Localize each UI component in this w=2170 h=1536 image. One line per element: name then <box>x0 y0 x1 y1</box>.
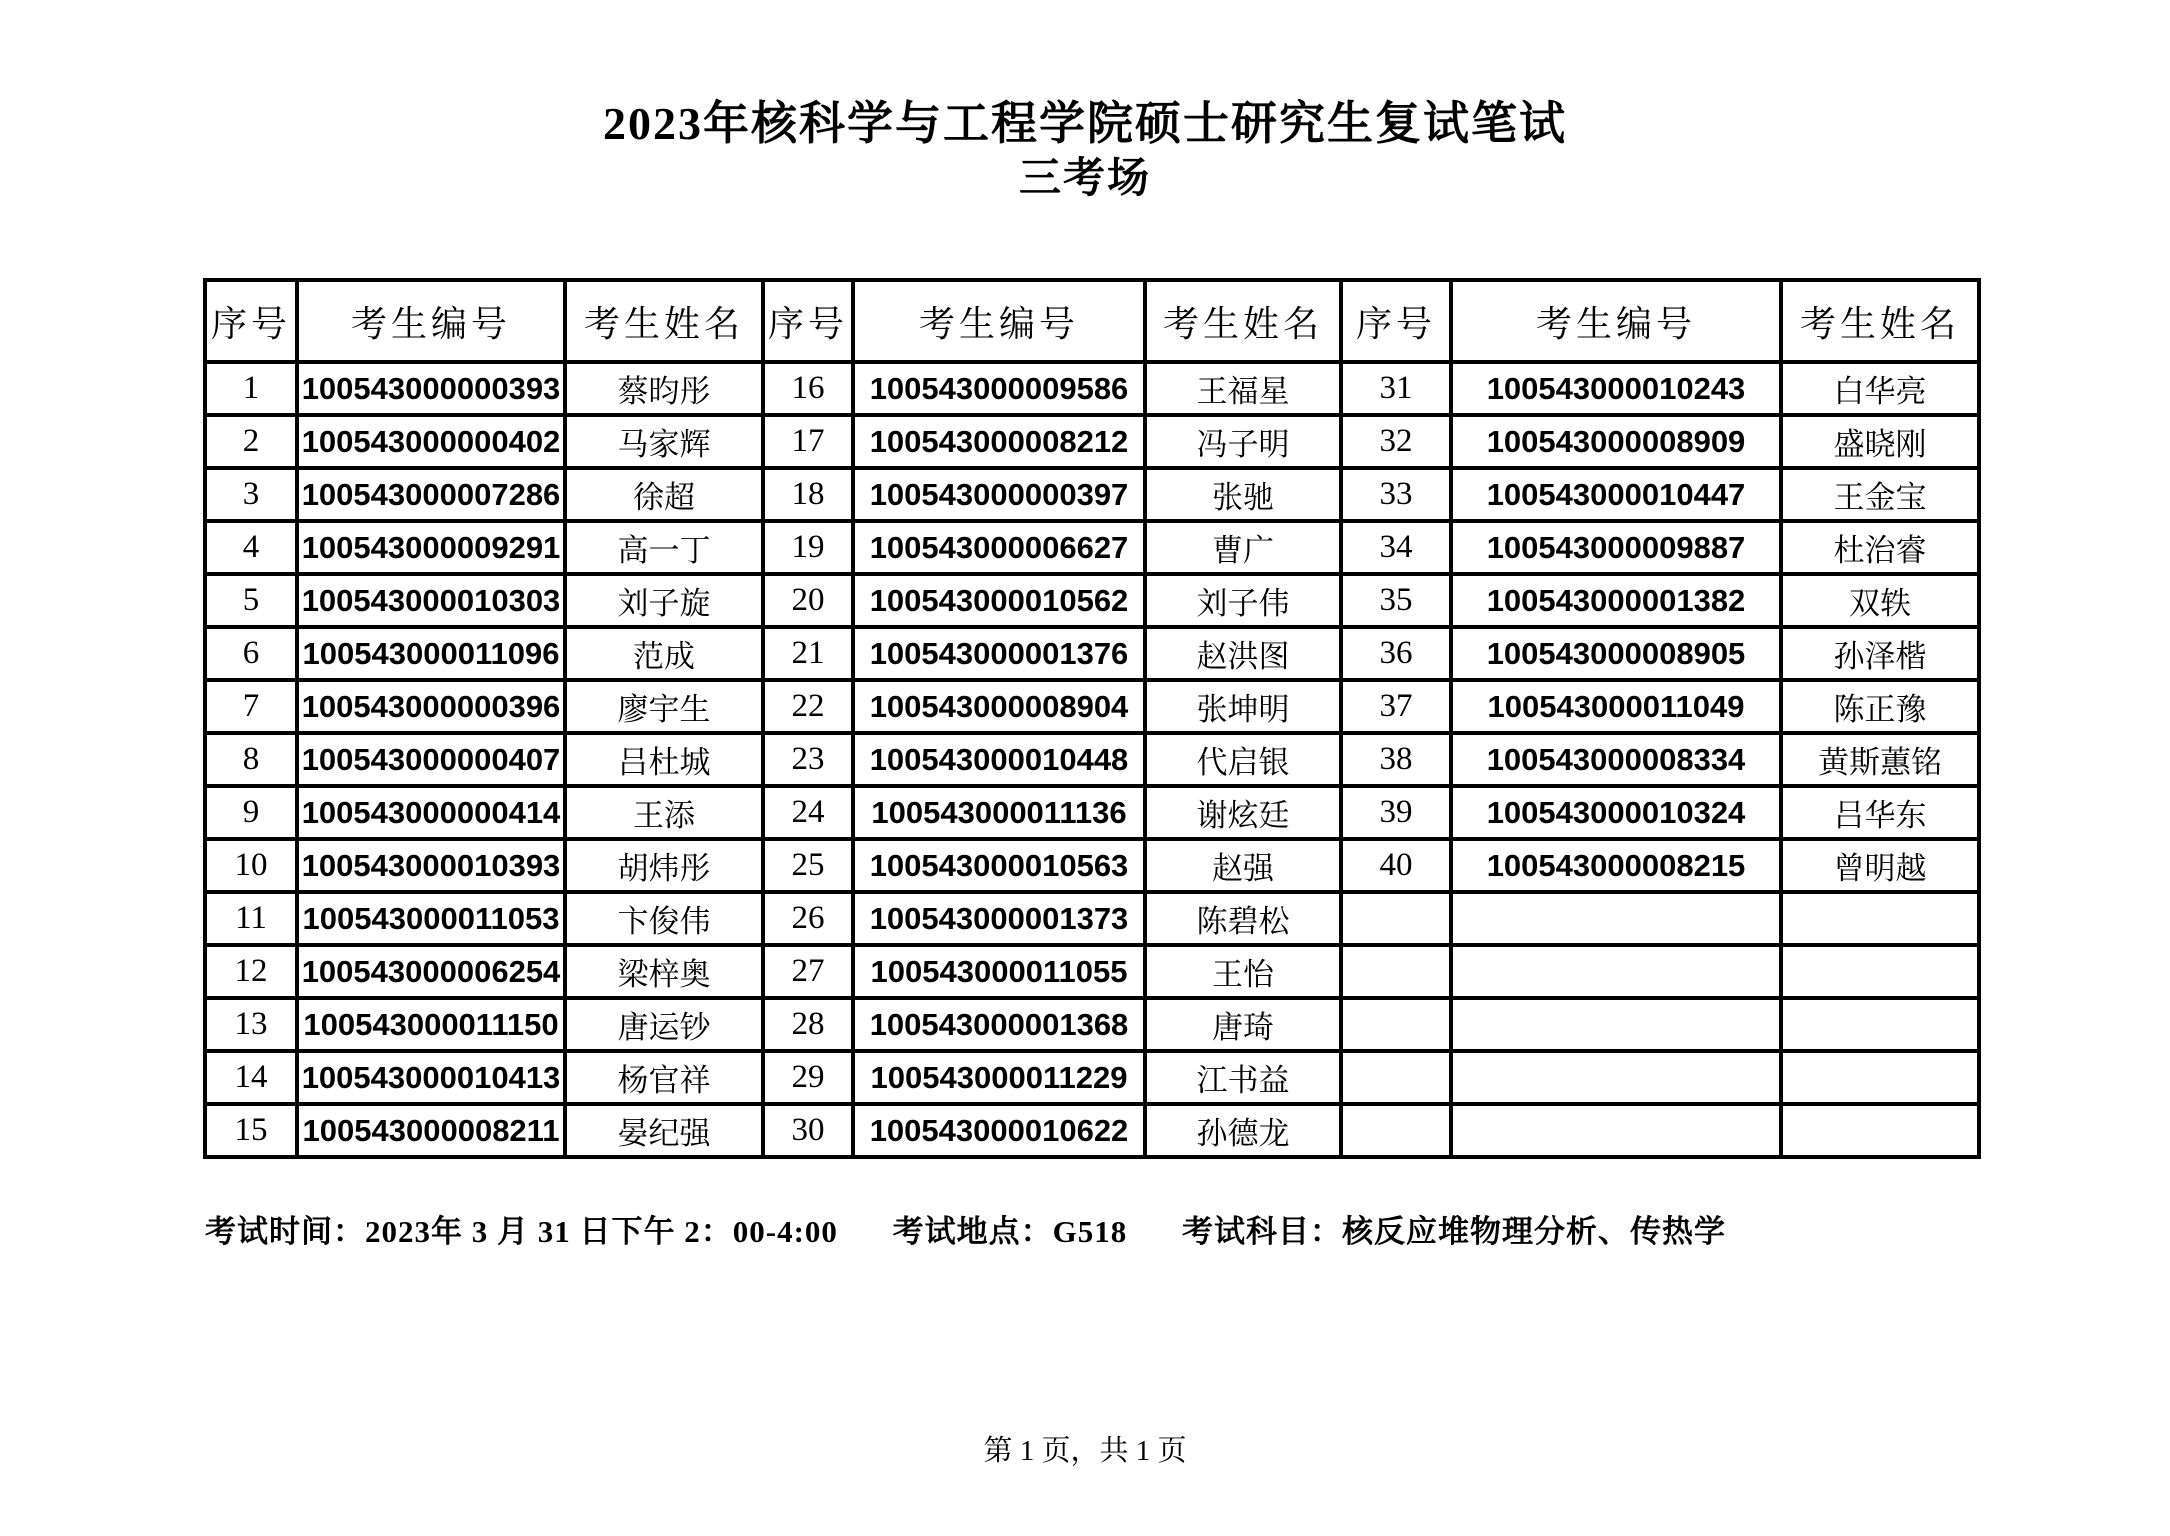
table-row <box>205 415 1979 468</box>
row-no-cell: 10 <box>205 839 297 892</box>
header-candidate-id: 考生编号 <box>297 280 565 362</box>
candidate-name-cell: 代启银 <box>1145 733 1341 786</box>
candidate-id-cell: 100543000011229 <box>853 1051 1145 1104</box>
candidate-id-cell: 100543000000407 <box>297 733 565 786</box>
table-row <box>205 574 1979 627</box>
table-row <box>205 733 1979 786</box>
row-no-cell <box>1341 892 1451 945</box>
candidate-name-cell: 孙泽楷 <box>1781 627 1979 680</box>
title-line-1: 2023年核科学与工程学院硕士研究生复试笔试 <box>603 98 1567 149</box>
row-no-cell <box>1341 945 1451 998</box>
header-candidate-name: 考生姓名 <box>1781 280 1979 362</box>
candidate-roster-table <box>203 278 1981 1159</box>
candidate-id-cell: 100543000011049 <box>1451 680 1781 733</box>
header-no: 序号 <box>205 280 297 362</box>
exam-subject: 考试科目：核反应堆物理分析、传热学 <box>1182 1214 1727 1249</box>
row-no-cell <box>1341 1051 1451 1104</box>
candidate-name-cell: 陈碧松 <box>1145 892 1341 945</box>
row-no-cell: 40 <box>1341 839 1451 892</box>
candidate-name-cell: 曹广 <box>1145 521 1341 574</box>
title-line-2: 三考场 <box>1018 156 1151 203</box>
candidate-name-cell: 张坤明 <box>1145 680 1341 733</box>
candidate-name-cell: 盛晓刚 <box>1781 415 1979 468</box>
page-number: 第 1 页，共 1 页 <box>983 1435 1187 1467</box>
candidate-id-cell: 100543000008904 <box>853 680 1145 733</box>
candidate-name-cell: 张驰 <box>1145 468 1341 521</box>
candidate-id-cell: 100543000010563 <box>853 839 1145 892</box>
row-no-cell: 32 <box>1341 415 1451 468</box>
exam-time: 考试时间：2023年 3 月 31 日下午 2：00-4:00 <box>205 1214 838 1249</box>
candidate-name-cell: 谢炫廷 <box>1145 786 1341 839</box>
candidate-id-cell: 100543000011096 <box>297 627 565 680</box>
candidate-name-cell: 梁梓奥 <box>565 945 763 998</box>
candidate-name-cell <box>1781 945 1979 998</box>
row-no-cell: 12 <box>205 945 297 998</box>
row-no-cell: 38 <box>1341 733 1451 786</box>
candidate-name-cell: 王添 <box>565 786 763 839</box>
candidate-id-cell: 100543000008215 <box>1451 839 1781 892</box>
header-candidate-name: 考生姓名 <box>1145 280 1341 362</box>
candidate-name-cell: 白华亮 <box>1781 362 1979 415</box>
candidate-name-cell <box>1781 1104 1979 1157</box>
row-no-cell: 25 <box>763 839 853 892</box>
candidate-id-cell: 100543000010303 <box>297 574 565 627</box>
candidate-name-cell: 黄斯蕙铭 <box>1781 733 1979 786</box>
candidate-id-cell: 100543000000414 <box>297 786 565 839</box>
candidate-id-cell: 100543000010243 <box>1451 362 1781 415</box>
candidate-name-cell: 吕杜城 <box>565 733 763 786</box>
row-no-cell: 1 <box>205 362 297 415</box>
candidate-name-cell: 高一丁 <box>565 521 763 574</box>
row-no-cell: 15 <box>205 1104 297 1157</box>
candidate-name-cell: 范成 <box>565 627 763 680</box>
candidate-id-cell: 100543000001373 <box>853 892 1145 945</box>
candidate-name-cell: 唐运钞 <box>565 998 763 1051</box>
candidate-name-cell: 冯子明 <box>1145 415 1341 468</box>
row-no-cell: 34 <box>1341 521 1451 574</box>
table-row <box>205 627 1979 680</box>
candidate-id-cell: 100543000009586 <box>853 362 1145 415</box>
candidate-name-cell: 杨官祥 <box>565 1051 763 1104</box>
candidate-id-cell: 100543000011055 <box>853 945 1145 998</box>
candidate-id-cell <box>1451 892 1781 945</box>
candidate-id-cell <box>1451 998 1781 1051</box>
row-no-cell: 21 <box>763 627 853 680</box>
row-no-cell: 2 <box>205 415 297 468</box>
candidate-id-cell: 100543000010324 <box>1451 786 1781 839</box>
candidate-id-cell: 100543000001382 <box>1451 574 1781 627</box>
row-no-cell: 39 <box>1341 786 1451 839</box>
candidate-name-cell: 王福星 <box>1145 362 1341 415</box>
candidate-name-cell: 王怡 <box>1145 945 1341 998</box>
table-row <box>205 839 1979 892</box>
candidate-name-cell: 双轶 <box>1781 574 1979 627</box>
candidate-id-cell: 100543000010447 <box>1451 468 1781 521</box>
candidate-name-cell: 廖宇生 <box>565 680 763 733</box>
document-title <box>0 96 2170 208</box>
candidate-id-cell: 100543000011150 <box>297 998 565 1051</box>
candidate-id-cell: 100543000010393 <box>297 839 565 892</box>
row-no-cell: 37 <box>1341 680 1451 733</box>
row-no-cell: 27 <box>763 945 853 998</box>
row-no-cell: 26 <box>763 892 853 945</box>
candidate-name-cell: 刘子伟 <box>1145 574 1341 627</box>
candidate-name-cell: 晏纪强 <box>565 1104 763 1157</box>
row-no-cell: 18 <box>763 468 853 521</box>
header-no: 序号 <box>1341 280 1451 362</box>
row-no-cell: 23 <box>763 733 853 786</box>
table-header <box>205 280 1979 362</box>
candidate-name-cell: 卞俊伟 <box>565 892 763 945</box>
header-no: 序号 <box>763 280 853 362</box>
row-no-cell: 33 <box>1341 468 1451 521</box>
candidate-id-cell: 100543000008334 <box>1451 733 1781 786</box>
row-no-cell: 5 <box>205 574 297 627</box>
candidate-name-cell: 胡炜彤 <box>565 839 763 892</box>
candidate-name-cell <box>1781 998 1979 1051</box>
row-no-cell: 8 <box>205 733 297 786</box>
candidate-id-cell: 100543000008905 <box>1451 627 1781 680</box>
candidate-id-cell <box>1451 1104 1781 1157</box>
candidate-id-cell: 100543000011053 <box>297 892 565 945</box>
row-no-cell: 3 <box>205 468 297 521</box>
table-row <box>205 892 1979 945</box>
candidate-name-cell: 陈正豫 <box>1781 680 1979 733</box>
candidate-name-cell <box>1781 892 1979 945</box>
row-no-cell: 4 <box>205 521 297 574</box>
candidate-name-cell: 王金宝 <box>1781 468 1979 521</box>
candidate-name-cell: 刘子旋 <box>565 574 763 627</box>
row-no-cell <box>1341 998 1451 1051</box>
row-no-cell: 30 <box>763 1104 853 1157</box>
candidate-id-cell: 100543000006254 <box>297 945 565 998</box>
candidate-id-cell: 100543000010622 <box>853 1104 1145 1157</box>
row-no-cell <box>1341 1104 1451 1157</box>
row-no-cell: 11 <box>205 892 297 945</box>
header-row <box>205 280 1979 362</box>
row-no-cell: 19 <box>763 521 853 574</box>
row-no-cell: 28 <box>763 998 853 1051</box>
row-no-cell: 29 <box>763 1051 853 1104</box>
candidate-name-cell: 徐超 <box>565 468 763 521</box>
row-no-cell: 6 <box>205 627 297 680</box>
row-no-cell: 36 <box>1341 627 1451 680</box>
candidate-id-cell: 100543000008909 <box>1451 415 1781 468</box>
candidate-id-cell: 100543000010413 <box>297 1051 565 1104</box>
candidate-id-cell: 100543000001376 <box>853 627 1145 680</box>
row-no-cell: 22 <box>763 680 853 733</box>
candidate-name-cell: 江书益 <box>1145 1051 1341 1104</box>
candidate-id-cell: 100543000000393 <box>297 362 565 415</box>
table-row <box>205 362 1979 415</box>
candidate-id-cell: 100543000009887 <box>1451 521 1781 574</box>
row-no-cell: 20 <box>763 574 853 627</box>
row-no-cell: 16 <box>763 362 853 415</box>
header-candidate-name: 考生姓名 <box>565 280 763 362</box>
table-row <box>205 680 1979 733</box>
candidate-id-cell: 100543000000397 <box>853 468 1145 521</box>
candidate-id-cell: 100543000006627 <box>853 521 1145 574</box>
row-no-cell: 35 <box>1341 574 1451 627</box>
candidate-id-cell: 100543000011136 <box>853 786 1145 839</box>
table-row <box>205 998 1979 1051</box>
candidate-id-cell: 100543000008212 <box>853 415 1145 468</box>
row-no-cell: 14 <box>205 1051 297 1104</box>
candidate-name-cell: 赵洪图 <box>1145 627 1341 680</box>
table-row <box>205 786 1979 839</box>
row-no-cell: 9 <box>205 786 297 839</box>
exam-info-line <box>205 1206 2105 1251</box>
header-candidate-id: 考生编号 <box>1451 280 1781 362</box>
candidate-id-cell: 100543000010562 <box>853 574 1145 627</box>
candidate-name-cell: 赵强 <box>1145 839 1341 892</box>
candidate-id-cell: 100543000009291 <box>297 521 565 574</box>
table-row <box>205 1104 1979 1157</box>
row-no-cell: 13 <box>205 998 297 1051</box>
table-row <box>205 521 1979 574</box>
candidate-id-cell: 100543000008211 <box>297 1104 565 1157</box>
candidate-name-cell: 曾明越 <box>1781 839 1979 892</box>
candidate-name-cell: 孙德龙 <box>1145 1104 1341 1157</box>
header-candidate-id: 考生编号 <box>853 280 1145 362</box>
candidate-id-cell: 100543000000402 <box>297 415 565 468</box>
row-no-cell: 7 <box>205 680 297 733</box>
exam-location: 考试地点：G518 <box>892 1214 1128 1249</box>
table-body <box>205 362 1979 1157</box>
candidate-id-cell <box>1451 945 1781 998</box>
candidate-name-cell: 马家辉 <box>565 415 763 468</box>
row-no-cell: 17 <box>763 415 853 468</box>
row-no-cell: 24 <box>763 786 853 839</box>
candidate-id-cell: 100543000000396 <box>297 680 565 733</box>
row-no-cell: 31 <box>1341 362 1451 415</box>
table-row <box>205 468 1979 521</box>
table-row <box>205 945 1979 998</box>
candidate-name-cell: 唐琦 <box>1145 998 1341 1051</box>
candidate-id-cell: 100543000010448 <box>853 733 1145 786</box>
candidate-name-cell: 蔡昀彤 <box>565 362 763 415</box>
candidate-id-cell: 100543000007286 <box>297 468 565 521</box>
candidate-id-cell <box>1451 1051 1781 1104</box>
candidate-name-cell <box>1781 1051 1979 1104</box>
candidate-name-cell: 杜治睿 <box>1781 521 1979 574</box>
table-row <box>205 1051 1979 1104</box>
candidate-name-cell: 吕华东 <box>1781 786 1979 839</box>
candidate-id-cell: 100543000001368 <box>853 998 1145 1051</box>
